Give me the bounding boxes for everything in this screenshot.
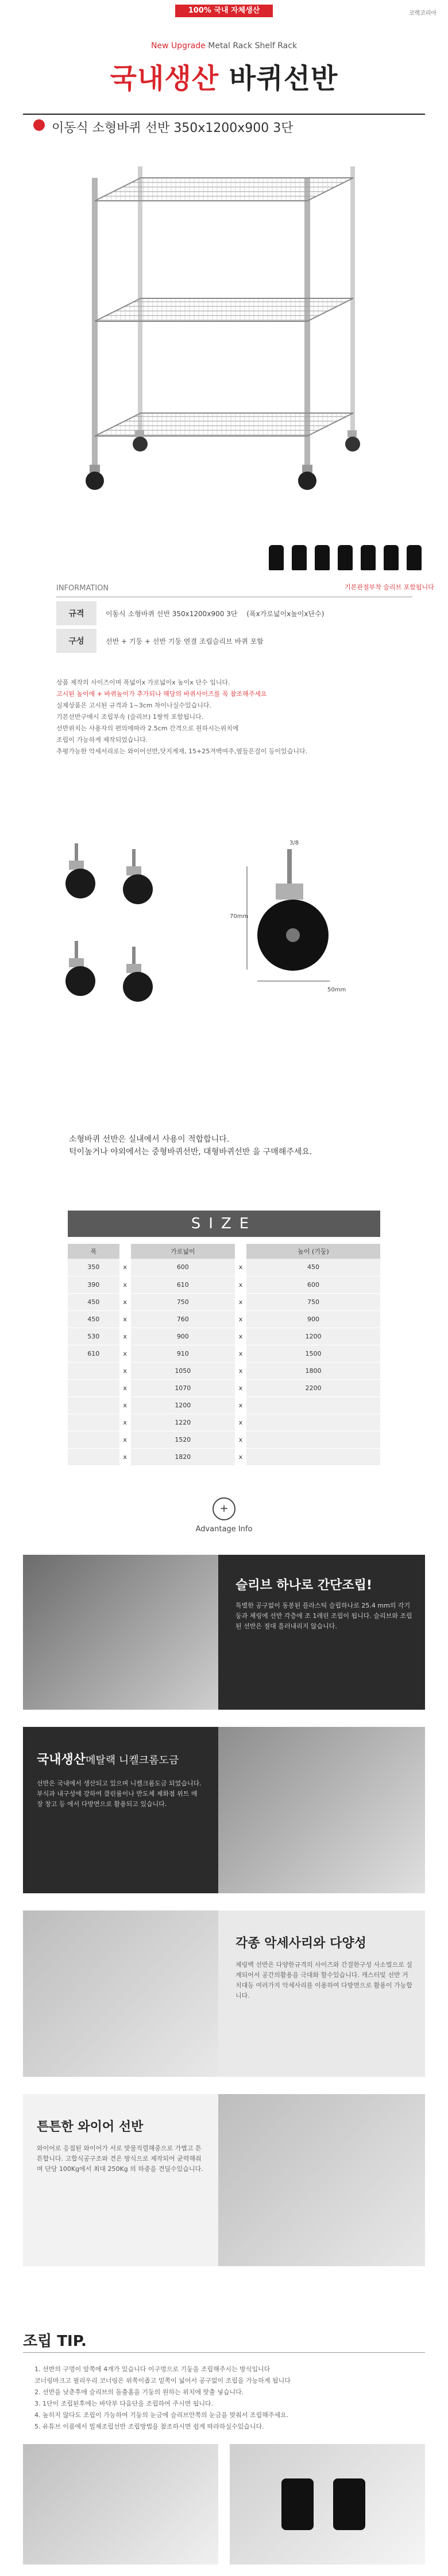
times-mark: x xyxy=(235,1362,246,1379)
note-line: 기본선반구매시 조립부속 (슬리브) 1쌍씩 포함됩니다. xyxy=(56,713,204,721)
feature-nickel xyxy=(23,1727,425,1893)
size-table xyxy=(68,1244,380,1466)
cell-width xyxy=(68,1379,119,1396)
cell-height: 2200 xyxy=(246,1379,380,1396)
feature-title: 슬리브 하나로 간단조립! xyxy=(235,1578,372,1593)
size-header-height: 높이 (기둥) xyxy=(246,1244,380,1259)
times-mark: x xyxy=(119,1310,131,1328)
caster-large xyxy=(247,849,330,981)
wheel-2 xyxy=(298,465,316,490)
times-mark: x xyxy=(235,1345,246,1362)
product-name: 이동식 소형바퀴 선반 350x1200x900 3단 xyxy=(52,121,293,135)
table-row xyxy=(68,1259,380,1276)
feature-wire xyxy=(23,2094,425,2266)
table-row xyxy=(68,1396,380,1414)
cell-height: 600 xyxy=(246,1276,380,1293)
shelf-bottom xyxy=(95,413,353,436)
times-mark: x xyxy=(235,1396,246,1414)
table-row xyxy=(68,1414,380,1431)
cell-width xyxy=(68,1448,119,1465)
plus-icon: + xyxy=(213,1497,235,1520)
wheel-note-1: 소형바퀴 선반은 실내에서 사용이 적합합니다. xyxy=(69,1135,230,1144)
composition-row xyxy=(56,629,412,653)
times-mark: x xyxy=(119,1448,131,1465)
table-row xyxy=(68,1328,380,1345)
table-row xyxy=(68,1345,380,1362)
feature-sleeve xyxy=(23,1555,425,1710)
cell-length: 750 xyxy=(131,1293,235,1310)
feature-body: 와이어로 응접된 와이어가 서로 맞물직렬해중으로 가볍고 튼튼합니다. 고합식공구조와 견은 방식으로 제작되어 균력해줘며 단당 100Kg에서 최대 250Kg 의 하중을 견딜수있습니다. xyxy=(37,2145,203,2173)
shelf-top xyxy=(95,178,353,201)
dim-height: 70mm xyxy=(230,913,249,920)
caster-small-4 xyxy=(123,947,153,1002)
cell-length: 1520 xyxy=(131,1431,235,1448)
cell-height: 450 xyxy=(246,1259,380,1276)
cell-width: 530 xyxy=(68,1328,119,1345)
cell-width: 350 xyxy=(68,1259,119,1276)
times-mark: x xyxy=(119,1259,131,1276)
caster-images xyxy=(57,832,391,1096)
size-heading: SIZE xyxy=(68,1211,380,1237)
times-mark: x xyxy=(119,1379,131,1396)
english-subtitle xyxy=(0,41,448,50)
times-mark: x xyxy=(235,1448,246,1465)
cell-height: 900 xyxy=(246,1310,380,1328)
sleeve-caps xyxy=(269,545,430,573)
table-row xyxy=(68,1448,380,1465)
cell-length: 600 xyxy=(131,1259,235,1276)
cell-width xyxy=(68,1431,119,1448)
times-mark: x xyxy=(235,1328,246,1345)
note-line: 고시된 높이에 + 바퀴높이가 추가되나 해당의 바퀴사이즈를 꼭 참조해주세요 xyxy=(56,690,267,698)
note-line: 선반위치는 사용자의 편의에따라 2.5cm 간격으로 원하시는위치에 xyxy=(56,725,239,732)
feature-body: 특별한 공구없이 동봉된 플라스틱 슬립하나로 25.4 mm의 각기둥과 체링에 선반 각층에 조 1레린 조립이 됩니다. 슬리브와 조립된 선반은 절대 흘러내리지 않습니다. xyxy=(235,1602,412,1630)
assembly-photo-1 xyxy=(23,2444,218,2565)
tip-line: 코너링마크고 필리우리 코너링은 위쪽이좁고 밑쪽이 넓어서 공구없이 조립을 가능하게 됩니다 xyxy=(34,2377,291,2384)
assembly-title: 조립 TIP. xyxy=(23,2333,87,2350)
sleeve-photo xyxy=(23,1555,218,1710)
feature-title: 튼튼한 와이어 선반 xyxy=(37,2120,144,2134)
cell-width: 610 xyxy=(68,1345,119,1362)
feature-title-a: 국내생산 xyxy=(37,1753,86,1767)
feature-accessories xyxy=(23,1910,425,2077)
cell-height: 1200 xyxy=(246,1328,380,1345)
note-line: 추평가능한 악세서리로는 와이어선반,닷지게재, 15+25겨백여주,옆들은걸이 등이있습니다. xyxy=(56,748,308,755)
feature-title xyxy=(37,1750,179,1768)
times-mark: x xyxy=(119,1328,131,1345)
cell-height xyxy=(246,1448,380,1465)
cell-width xyxy=(68,1414,119,1431)
cell-height: 750 xyxy=(246,1293,380,1310)
cell-length: 1200 xyxy=(131,1396,235,1414)
times-mark: x xyxy=(119,1431,131,1448)
accessories-photo xyxy=(23,1910,218,2077)
size-header-width: 폭 xyxy=(68,1244,119,1259)
cell-height xyxy=(246,1396,380,1414)
table-row xyxy=(68,1276,380,1293)
eng-prefix: New Upgrade xyxy=(150,41,206,50)
sleeve-icon xyxy=(384,545,399,570)
caster-small-1 xyxy=(65,843,95,898)
sleeve-icon xyxy=(407,545,422,570)
sleeve-icon xyxy=(361,545,376,570)
tip-line: 3. 1단이 조립된후에는 바닥부 다음단을 조립하여 주시면 됩니다. xyxy=(34,2400,214,2407)
caster-small-3 xyxy=(65,941,95,996)
tip-line: 2. 선반을 낮춘후에 슬리브의 돌출홈을 기둥의 원하는 위치에 맞출 넣습니다. xyxy=(34,2388,244,2396)
composition-value: 선반 + 기둥 + 선반 기둥 연결 조립슬리브 바퀴 포함 xyxy=(106,637,264,645)
note-line: 실제상품은 고시된 규격과 1~3cm 차이나실수있습니다. xyxy=(56,702,211,709)
composition-key: 구성 xyxy=(56,629,96,653)
times-mark: x xyxy=(235,1276,246,1293)
times-mark: x xyxy=(119,1293,131,1310)
wheel-1 xyxy=(86,465,104,490)
table-row xyxy=(68,1362,380,1379)
note-line: 상품 제작의 사이즈이며 폭넓이x 가로넓이x 높이x 단수 입니다. xyxy=(56,679,230,686)
table-row xyxy=(68,1431,380,1448)
shelf-middle xyxy=(95,298,353,321)
origin-badge: 100% 국내 자체생산 xyxy=(175,5,273,17)
advantage-label: Advantage Info xyxy=(195,1525,253,1534)
cell-length: 900 xyxy=(131,1328,235,1345)
feature-body: 체링백 선반은 다양한규격의 사이즈와 간결한구성 사소벌으로 설계되어서 공간의활용을 극대화 할수있습니다. 캐스터및 선반 거치대등 여러가지 악세사리를 이용하여 다방면으로 활용이 가능합니다. xyxy=(235,1961,412,1999)
cell-height: 1800 xyxy=(246,1362,380,1379)
times-mark: x xyxy=(235,1379,246,1396)
spec-value: 이동식 소형바퀴 선반 350x1200x900 3단 xyxy=(106,609,238,618)
brand-name: 코렉코리아 xyxy=(408,10,437,17)
assembly-tips xyxy=(34,2364,425,2433)
wheel-note xyxy=(69,1133,414,1158)
sleeve-icon xyxy=(315,545,330,570)
sleeve-icon xyxy=(269,545,284,570)
sleeve-icon xyxy=(338,545,353,570)
page-title xyxy=(0,56,448,96)
feature-title-b: 메탈랙 니켈크롬도금 xyxy=(86,1754,179,1766)
times-mark: x xyxy=(235,1259,246,1276)
size-header-length: 가로넓이 xyxy=(131,1244,235,1259)
times-mark: x xyxy=(235,1431,246,1448)
feature-title: 각종 악세사리와 다양성 xyxy=(235,1936,366,1951)
tip-line: 4. 높히지 않다도 조립이 가능하여 기둥의 눈금에 슬리브안쪽의 눈금을 맞춰서 조립해주세요. xyxy=(34,2411,289,2419)
cell-height: 1500 xyxy=(246,1345,380,1362)
cell-length: 1820 xyxy=(131,1448,235,1465)
sleeve-icon xyxy=(281,2478,314,2530)
title-divider xyxy=(23,114,425,115)
table-row xyxy=(68,1310,380,1328)
spec-key: 규격 xyxy=(56,601,96,625)
times-mark: x xyxy=(119,1276,131,1293)
cell-length: 910 xyxy=(131,1345,235,1362)
cell-width xyxy=(68,1396,119,1414)
table-row xyxy=(68,1379,380,1396)
cell-width: 450 xyxy=(68,1310,119,1328)
spec-extra: (폭x가로넓이x높이x단수) xyxy=(246,609,325,618)
times-mark: x xyxy=(235,1310,246,1328)
cell-length: 610 xyxy=(131,1276,235,1293)
shelf-image xyxy=(63,166,385,511)
title-dark: 바퀴선반 xyxy=(229,63,338,95)
tip-line: 5. 유튜브 이름에서 빌제조립선반 조립방법을 참조하시면 쉽게 따라하실수있습니다. xyxy=(34,2423,264,2430)
times-mark: x xyxy=(235,1293,246,1310)
sleeve-icon xyxy=(333,2478,365,2530)
title-red: 국내생산 xyxy=(110,63,229,95)
cell-width: 390 xyxy=(68,1276,119,1293)
nickel-photo xyxy=(218,1727,425,1893)
sleeve-icon xyxy=(292,545,307,570)
cell-length: 1070 xyxy=(131,1379,235,1396)
info-label: INFORMATION xyxy=(56,584,109,593)
cell-height xyxy=(246,1431,380,1448)
cell-width xyxy=(68,1362,119,1379)
cell-length: 1220 xyxy=(131,1414,235,1431)
note-line: 조립이 가능하게 제작되었습니다. xyxy=(56,736,148,744)
times-mark: x xyxy=(119,1414,131,1431)
cell-length: 760 xyxy=(131,1310,235,1328)
tip-line: 1. 선반의 구멍이 앞쪽에 4개가 있습니다 이구멍으로 기둥을 조립해주시는 방식입니다 xyxy=(34,2365,271,2373)
eng-rest: Metal Rack Shelf Rack xyxy=(205,41,298,50)
assembly-photo-2 xyxy=(230,2444,425,2565)
cell-length: 1050 xyxy=(131,1362,235,1379)
times-mark: x xyxy=(119,1396,131,1414)
dim-top: 3/8 xyxy=(289,840,299,846)
wheel-note-2: 턱이높거나 야외에서는 중형바퀴선반, 대형바퀴선반 을 구매해주세요. xyxy=(69,1147,312,1157)
caster-small-2 xyxy=(123,849,153,904)
wire-photo xyxy=(218,2094,425,2266)
spec-row xyxy=(56,601,412,625)
table-row xyxy=(68,1293,380,1310)
notes-list xyxy=(56,677,412,757)
assembly-divider xyxy=(23,2352,425,2353)
caps-note: 기본관절부착 슬리브 포함됩니다 xyxy=(345,583,434,591)
red-dot-icon xyxy=(33,119,45,131)
times-mark: x xyxy=(119,1345,131,1362)
dim-width: 50mm xyxy=(327,987,346,993)
wheel-4 xyxy=(345,430,360,452)
cell-width: 450 xyxy=(68,1293,119,1310)
feature-body: 선반은 국내에서 생산되고 있으며 니켈크롬도금 되었습니다. 부식과 내구성에 강하여 클린룸이나 반도체 제화점 위트 매장 창고 등 에서 다방면으로 활용되고 있습니다. xyxy=(37,1780,202,1808)
times-mark: x xyxy=(119,1362,131,1379)
times-mark: x xyxy=(235,1414,246,1431)
cell-height xyxy=(246,1414,380,1431)
